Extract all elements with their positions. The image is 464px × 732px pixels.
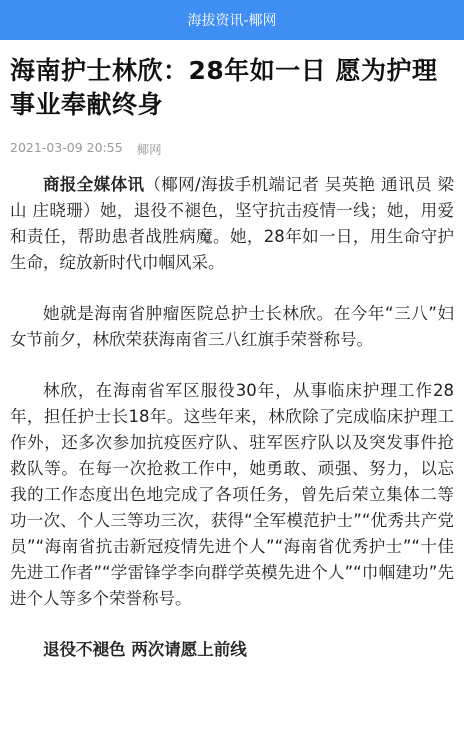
section-subheading: 退役不褪色 两次请愿上前线 — [43, 640, 247, 659]
top-header-bar — [0, 0, 464, 40]
article-container — [0, 40, 464, 663]
article-body — [10, 172, 454, 663]
paragraph-3: 林欣，在海南省军区服役30年，从事临床护理工作28年，担任护士长18年。这些年来，林欣除了完成临床护理工作外，还多次参加抗疫医疗队、驻军医疗队以及突发事件抢救队等。在每一次抢救工作中，她勇敢、顽强、努力，以忘我的工作态度出色地完成了各项任务，曾先后荣立集体二等功一次、个人三等功三次，获得“全军模范护士”“优秀共产党员”“海南省抗击新冠疫情先进个人”“海南省优秀护士”“十佳先进工作者”“学雷锋学李向群学英模先进个人”“巾帼建功”先进个人等多个荣誉称号。 — [10, 381, 454, 608]
publish-date: 2021-03-09 20:55 — [10, 140, 123, 155]
paragraph-1 — [10, 172, 454, 276]
paragraph-2: 她就是海南省肿瘤医院总护士长林欣。在今年“三八”妇女节前夕，林欣荣获海南省三八红旗手荣誉称号。 — [10, 304, 454, 349]
article-source: 椰网 — [136, 142, 162, 157]
article-title: 海南护士林欣：28年如一日 愿为护理事业奉献终身 — [10, 56, 438, 119]
site-title[interactable]: 海拔资讯-椰网 — [187, 13, 277, 29]
article-meta — [10, 140, 454, 158]
lead-text: 商报全媒体讯 — [43, 175, 145, 194]
paragraph-1-text: （椰网/海拔手机端记者 吴英艳 通讯员 梁山 庄晓珊）她，退役不褪色，坚守抗击疫情一线；她，用爱和责任，帮助患者战胜病魔。她，28年如一日，用生命守护生命，绽放新时代巾帼风采。 — [10, 175, 455, 272]
